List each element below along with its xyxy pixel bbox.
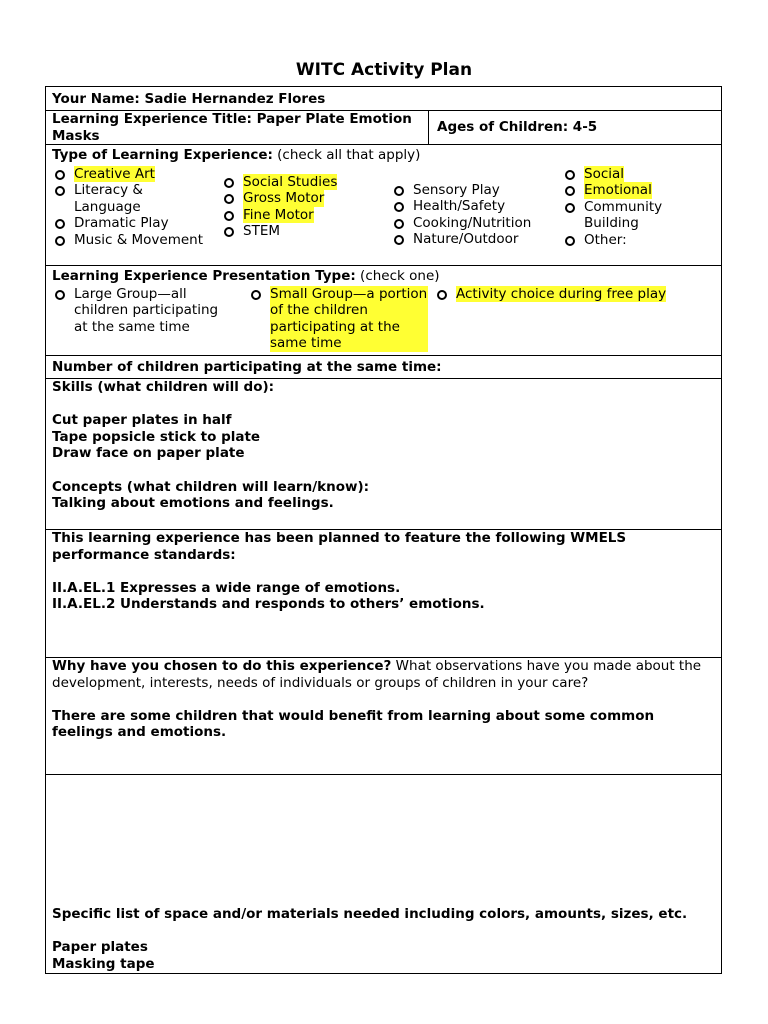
type-label: Type of Learning Experience: xyxy=(52,147,273,163)
option-large-group[interactable]: Large Group—all children participating at the same time xyxy=(52,286,232,336)
type-col-3 xyxy=(391,166,562,249)
checkbox-circle-icon xyxy=(394,219,404,229)
presentation-options xyxy=(52,286,715,352)
option-nature-outdoor[interactable]: Nature/Outdoor xyxy=(391,231,562,248)
option-emotional[interactable]: Emotional xyxy=(562,182,715,199)
option-small-group[interactable]: Small Group—a portion of the children participating at the same time xyxy=(248,286,428,352)
why-question xyxy=(52,658,715,691)
type-col-1 xyxy=(52,166,221,249)
presentation-section xyxy=(45,266,722,356)
checkbox-circle-icon xyxy=(565,236,575,246)
wmels-intro: This learning experience has been planned to feature the following WMELS performance standards: xyxy=(52,530,627,563)
why-answer: There are some children that would benefit from learning about some common feelings and emotions. xyxy=(52,707,655,741)
skills-section xyxy=(45,379,722,530)
title-ages-row xyxy=(45,111,722,145)
option-social-studies[interactable]: Social Studies xyxy=(221,174,391,191)
checkbox-circle-icon xyxy=(437,290,447,300)
type-col-2 xyxy=(221,166,391,249)
checkbox-circle-icon xyxy=(224,178,234,188)
page-title: WITC Activity Plan xyxy=(295,60,473,80)
why-question-bold: Why have you chosen to do this experience? xyxy=(52,658,392,674)
checkbox-circle-icon xyxy=(394,186,404,196)
presentation-label: Learning Experience Presentation Type: xyxy=(52,268,356,284)
skills-label: Skills (what children will do): xyxy=(52,379,275,395)
name-row xyxy=(45,86,722,111)
presentation-heading xyxy=(52,268,715,285)
presentation-col-1 xyxy=(52,286,248,352)
option-fine-motor[interactable]: Fine Motor xyxy=(221,207,391,224)
option-gross-motor[interactable]: Gross Motor xyxy=(221,190,391,207)
presentation-hint: (check one) xyxy=(355,268,440,284)
wmels-item: II.A.EL.1 Expresses a wide range of emotions. xyxy=(52,579,401,596)
concepts-text: Talking about emotions and feelings. xyxy=(52,495,334,512)
presentation-col-3 xyxy=(434,286,715,352)
option-health-safety[interactable]: Health/Safety xyxy=(391,198,562,215)
checkbox-circle-icon xyxy=(394,202,404,212)
why-section xyxy=(45,658,722,775)
checkbox-circle-icon xyxy=(565,186,575,196)
material-item: Masking tape xyxy=(52,955,155,972)
option-literacy-language[interactable]: Literacy & Language xyxy=(52,182,157,215)
type-section xyxy=(45,145,722,266)
ages-of-children: Ages of Children: 4-5 xyxy=(437,119,598,135)
experience-title: Learning Experience Title: Paper Plate Emotion Masks xyxy=(46,111,429,144)
type-col-4 xyxy=(562,166,715,249)
your-name: Your Name: Sadie Hernandez Flores xyxy=(52,91,326,107)
wmels-section xyxy=(45,530,722,658)
option-stem[interactable]: STEM xyxy=(221,223,391,240)
concepts-label: Concepts (what children will learn/know): xyxy=(52,478,370,495)
option-free-play[interactable]: Activity choice during free play xyxy=(434,286,715,303)
checkbox-circle-icon xyxy=(224,194,234,204)
skill-item: Cut paper plates in half xyxy=(52,412,232,429)
checkbox-circle-icon xyxy=(394,235,404,245)
checkbox-circle-icon xyxy=(224,227,234,237)
presentation-col-2 xyxy=(248,286,434,352)
skill-item: Tape popsicle stick to plate xyxy=(52,428,261,445)
materials-label: Specific list of space and/or materials needed including colors, amounts, sizes, etc. xyxy=(52,906,688,922)
type-options xyxy=(52,166,715,249)
checkbox-circle-icon xyxy=(55,219,65,229)
option-sensory-play[interactable]: Sensory Play xyxy=(391,182,562,199)
wmels-item: II.A.EL.2 Understands and responds to others’ emotions. xyxy=(52,596,485,613)
checkbox-circle-icon xyxy=(251,290,261,300)
option-social[interactable]: Social xyxy=(562,166,715,183)
checkbox-circle-icon xyxy=(55,186,65,196)
skill-item: Draw face on paper plate xyxy=(52,445,245,462)
number-row xyxy=(45,356,722,379)
type-hint: (check all that apply) xyxy=(272,147,421,163)
why-question-rest: What observations have you made about the development, interests, needs of individuals or groups of children in your care? xyxy=(52,658,702,691)
material-item: Paper plates xyxy=(52,939,148,956)
checkbox-circle-icon xyxy=(55,236,65,246)
option-music-movement[interactable]: Music & Movement xyxy=(52,232,221,249)
materials-section xyxy=(45,775,722,974)
option-creative-art[interactable]: Creative Art xyxy=(52,166,221,183)
checkbox-circle-icon xyxy=(565,170,575,180)
checkbox-circle-icon xyxy=(565,203,575,213)
option-other[interactable]: Other: xyxy=(562,232,715,249)
type-heading xyxy=(52,147,715,164)
option-community-building[interactable]: Community Building xyxy=(562,199,662,232)
option-dramatic-play[interactable]: Dramatic Play xyxy=(52,215,221,232)
checkbox-circle-icon xyxy=(224,211,234,221)
checkbox-circle-icon xyxy=(55,170,65,180)
checkbox-circle-icon xyxy=(55,290,65,300)
number-of-children: Number of children participating at the same time: xyxy=(52,359,442,375)
activity-plan-table xyxy=(45,86,722,974)
option-cooking-nutrition[interactable]: Cooking/Nutrition xyxy=(391,215,562,232)
